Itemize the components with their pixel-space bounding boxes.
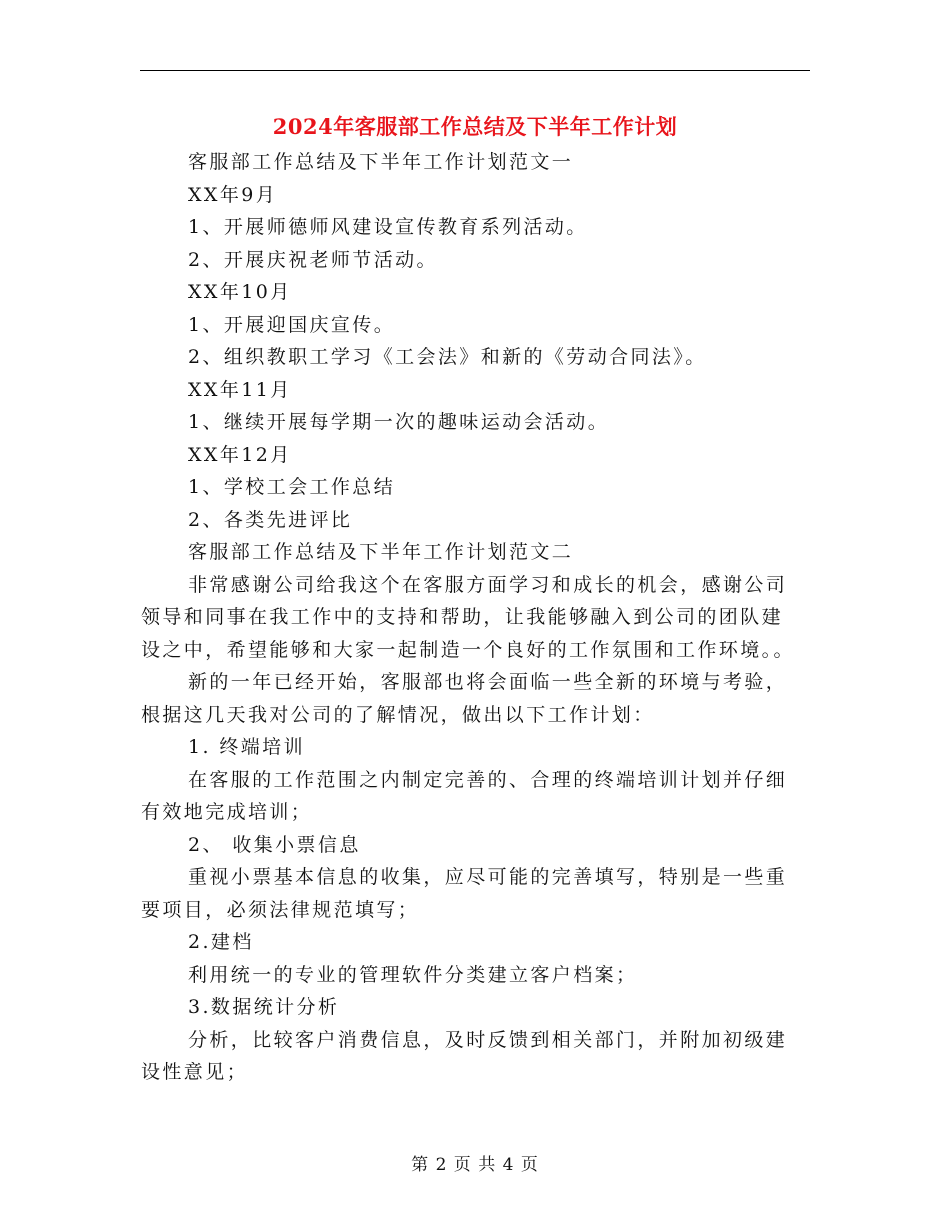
body-line: 领导和同事在我工作中的支持和帮助，让我能够融入到公司的团队建 [141, 606, 784, 628]
document-title: 2024年客服部工作总结及下半年工作计划 [272, 114, 678, 139]
body-line: 新的一年已经开始，客服部也将会面临一些全新的环境与考验， [188, 671, 788, 693]
body-line: 3.数据统计分析 [188, 996, 340, 1018]
body-line: 2.建档 [188, 931, 254, 953]
body-line: 设之中，希望能够和大家一起制造一个良好的工作氛围和工作环境。。 [141, 638, 795, 661]
body-line: 设性意见； [141, 1061, 249, 1083]
body-line: 2、开展庆祝老师节活动。 [188, 248, 438, 271]
body-line: XX年10月 [188, 281, 292, 303]
body-line: XX年9月 [188, 183, 278, 206]
page-footer: 第 2 页 共 4 页 [411, 1155, 539, 1175]
body-line: 1、继续开展每学期一次的趣味运动会活动。 [188, 411, 610, 433]
body-line: XX年12月 [188, 443, 292, 466]
body-line: 客服部工作总结及下半年工作计划范文一 [188, 151, 574, 173]
body-line: 有效地完成培训； [141, 801, 313, 823]
body-line: 要项目，必须法律规范填写； [141, 898, 420, 921]
body-line: 非常感谢公司给我这个在客服方面学习和成长的机会，感谢公司 [188, 573, 788, 596]
body-line: 1、开展迎国庆宣传。 [188, 313, 396, 336]
body-line: 2、组织教职工学习《工会法》和新的《劳动合同法》。 [188, 346, 707, 368]
body-line: 根据这几天我对公司的了解情况，做出以下工作计划： [141, 703, 655, 726]
header-rule [140, 70, 810, 71]
body-line: 2、 收集小票信息 [188, 833, 361, 856]
body-line: 1、学校工会工作总结 [188, 476, 396, 498]
body-line: 1. 终端培训 [188, 736, 305, 758]
body-line: 客服部工作总结及下半年工作计划范文二 [188, 541, 574, 563]
body-line: 在客服的工作范围之内制定完善的、合理的终端培训计划并仔细 [188, 768, 788, 791]
body-line: 利用统一的专业的管理软件分类建立客户档案； [188, 963, 638, 986]
body-line: 重视小票基本信息的收集，应尽可能的完善填写，特别是一些重 [188, 866, 788, 888]
document-body [141, 146, 809, 1089]
body-line: XX年11月 [188, 378, 292, 401]
body-line: 分析，比较客户消费信息，及时反馈到相关部门，并附加初级建 [188, 1028, 788, 1051]
body-line: 1、开展师德师风建设宣传教育系列活动。 [188, 216, 588, 238]
body-line: 2、各类先进评比 [188, 508, 353, 531]
